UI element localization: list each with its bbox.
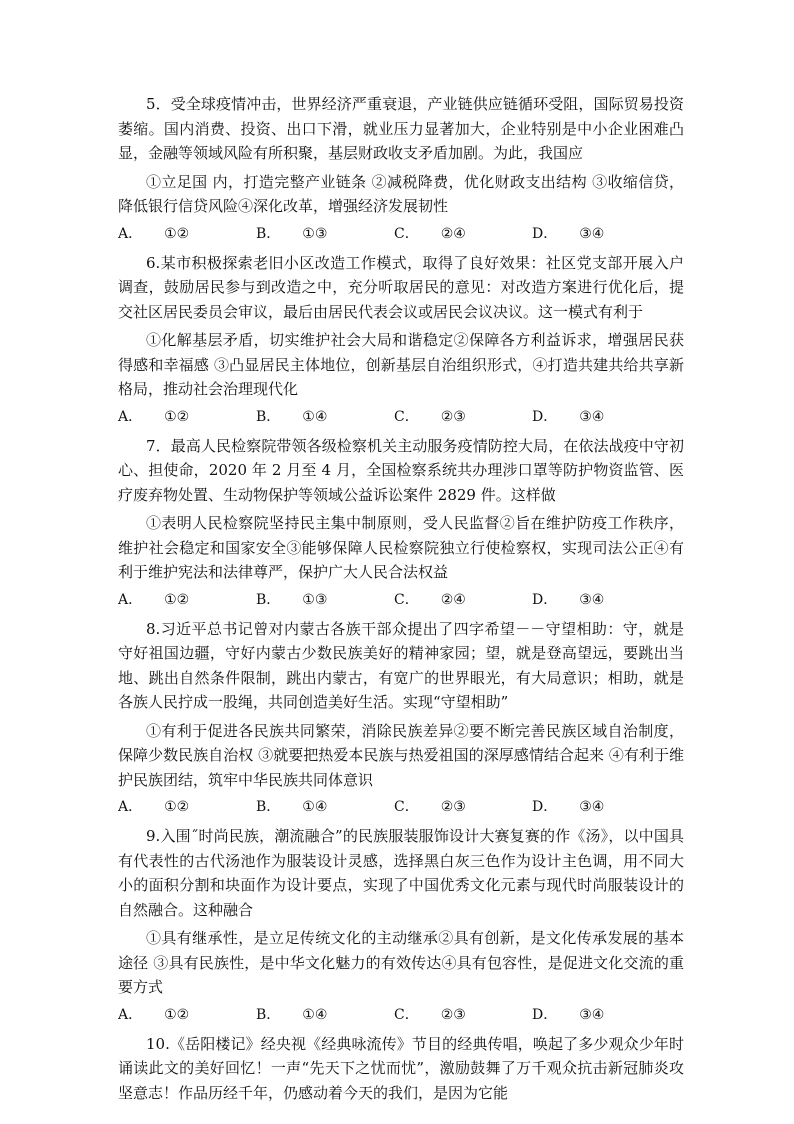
choice-b: [256, 1005, 394, 1025]
choice-value: ①②: [164, 408, 190, 425]
choice-label: B．: [256, 591, 281, 608]
question-statements: ①化解基层矛盾，切实维护社会大局和谐稳定②保障各方利益诉求，增强居民获得感和幸福感 ③凸显居民主体地位，创新基层自治组织形式，④打造共建共给共享新格局，推动社会治理现代化: [118, 331, 684, 398]
choice-label: D．: [532, 225, 558, 242]
choice-label: C．: [394, 1006, 419, 1023]
choice-label: C．: [394, 408, 419, 425]
question-stem: 10.《岳阳楼记》经央视《经典咏流传》节目的经典传唱，唤起了多少观众少年时诵读此文的美好回忆！一声“先天下之忧而忧”，激励鼓舞了万千观众抗击新冠肺炎攻坚意志！作品历经千年，仍感动着今天的我们，是因为它能: [118, 1034, 684, 1102]
choice-c: [394, 224, 532, 244]
question-stem: 7．最高人民检察院带领各级检察机关主动服务疫情防控大局，在依法战疫中守初心、担使命，2020 年 2 月至 4 月，全国检察系统共办理涉口罩等防护物资监管、医疗废弃物处置、生动物保护等领域公益诉讼案件 2829 件。这样做: [118, 436, 684, 504]
question-stem: 6.某市积极探索老旧小区改造工作模式，取得了良好效果：社区党支部开展入户调查，鼓励居民参与到改造之中，充分听取居民的意见：对改造方案进行优化后，提交社区居民委员会审议，最后由居民代表会议或居民会议决议。这一模式有利于: [118, 253, 684, 321]
choice-a: [118, 590, 256, 610]
choice-value: ②③: [440, 408, 466, 425]
question-5: [118, 92, 684, 244]
choice-value: ③④: [579, 591, 605, 608]
choice-b: [256, 590, 394, 610]
question-statements: ①具有继承性，是立足传统文化的主动继承②具有创新，是文化传承发展的基本途径 ③具有民族性，是中华文化魅力的有效传达④具有包容性，是促进文化交流的重要方式: [118, 929, 684, 996]
choice-a: [118, 224, 256, 244]
choice-a: [118, 407, 256, 427]
question-7: [118, 434, 684, 610]
choice-label: D．: [532, 1006, 558, 1023]
choice-label: A．: [118, 1006, 143, 1023]
choice-value: ①③: [302, 591, 328, 608]
answer-choices: [118, 1005, 684, 1025]
choice-value: ①④: [302, 408, 328, 425]
choice-label: A．: [118, 799, 143, 815]
choice-value: ③④: [579, 799, 605, 815]
choice-value: ①②: [164, 225, 190, 242]
choice-c: [394, 1005, 532, 1025]
choice-value: ②④: [440, 591, 466, 608]
choice-value: ③④: [579, 225, 605, 242]
choice-label: B．: [256, 225, 281, 242]
question-stem: 9.入围˝时尚民族，潮流融合”的民族服装服饰设计大赛复赛的作《汤》，以中国具有代表性的古代汤池作为服装设计灵感，选择黑白灰三色作为设计主色调，用不同大小的面积分割和块面作为设计要点，实现了中国优秀文化元素与现代时尚服装设计的自然融合。这种融合: [118, 827, 684, 919]
answer-choices: [118, 590, 684, 610]
answer-choices: [118, 797, 684, 817]
choice-label: C．: [394, 225, 419, 242]
choice-a: [118, 797, 256, 817]
choice-value: ③④: [579, 408, 605, 425]
choice-value: ①④: [302, 799, 328, 815]
choice-a: [118, 1005, 256, 1025]
choice-b: [256, 797, 394, 817]
question-stem: 8.习近平总书记曾对内蒙古各族干部众提出了四字希望－－守望相助：守，就是守好祖国边疆，守好内蒙古少数民族美好的精神家园；望，就是登高望远，要跳出当地、跳出自然条件限制，跳出内蒙古，有宽广的世界眼光，有大局意识；相助，就是各族人民拧成一股绳，共同创造美好生活。实现“守望相助”: [118, 619, 684, 711]
choice-label: A．: [118, 591, 143, 608]
question-statements: ①立足国 内，打造完整产业链条 ②减税降费，优化财政支出结构 ③收缩信贷，降低银行信贷风险④深化改革，增强经济发展韧性: [118, 172, 684, 215]
choice-b: [256, 224, 394, 244]
choice-label: D．: [532, 591, 558, 608]
choice-label: B．: [256, 1006, 281, 1023]
choice-label: D．: [532, 408, 558, 425]
question-statements: ①表明人民检察院坚持民主集中制原则，受人民监督②旨在维护防疫工作秩序，维护社会稳定和国家安全③能够保障人民检察院独立行使检察权，实现司法公正④有利于维护宪法和法律尊严，保护广大人民合法权益: [118, 514, 684, 581]
choice-d: [532, 1005, 670, 1025]
question-stem: 5．受全球疫情冲击，世界经济严重衰退，产业链供应链循环受阻，国际贸易投资萎缩。国内消费、投资、出口下滑，就业压力显著加大，企业特别是中小企业困难凸显，金融等领域风险有所积聚，基层财政收支矛盾加剧。为此，我国应: [118, 95, 684, 162]
choice-c: [394, 797, 532, 817]
question-statements: ①有利于促进各民族共同繁荣，消除民族差异②要不断完善民族区域自治制度，保障少数民族自治权 ③就要把热爱本民族与热爱祖国的深厚感情结合起来 ④有利于维护民族团结，筑牢中华民族共同体意识: [118, 721, 684, 789]
question-9: [118, 824, 684, 1025]
answer-choices: [118, 224, 684, 244]
choice-value: ①③: [302, 225, 328, 242]
choice-value: ①②: [164, 591, 190, 608]
question-10: [118, 1032, 684, 1106]
choice-value: ①②: [164, 1006, 190, 1023]
choice-b: [256, 407, 394, 427]
choice-value: ③④: [579, 1006, 605, 1023]
choice-c: [394, 407, 532, 427]
choice-label: C．: [394, 799, 419, 815]
choice-c: [394, 590, 532, 610]
choice-label: A．: [118, 408, 143, 425]
choice-label: C．: [394, 591, 419, 608]
choice-value: ②③: [440, 1006, 466, 1023]
choice-label: A．: [118, 225, 143, 242]
choice-value: ②④: [440, 225, 466, 242]
choice-value: ①②: [164, 799, 190, 815]
choice-d: [532, 590, 670, 610]
choice-d: [532, 407, 670, 427]
question-6: [118, 251, 684, 427]
choice-value: ①④: [302, 1006, 328, 1023]
choice-label: D．: [532, 799, 558, 815]
choice-value: ②③: [440, 799, 466, 815]
choice-label: B．: [256, 408, 281, 425]
choice-d: [532, 797, 670, 817]
answer-choices: [118, 407, 684, 427]
choice-label: B．: [256, 799, 281, 815]
choice-d: [532, 224, 670, 244]
question-8: [118, 617, 684, 818]
